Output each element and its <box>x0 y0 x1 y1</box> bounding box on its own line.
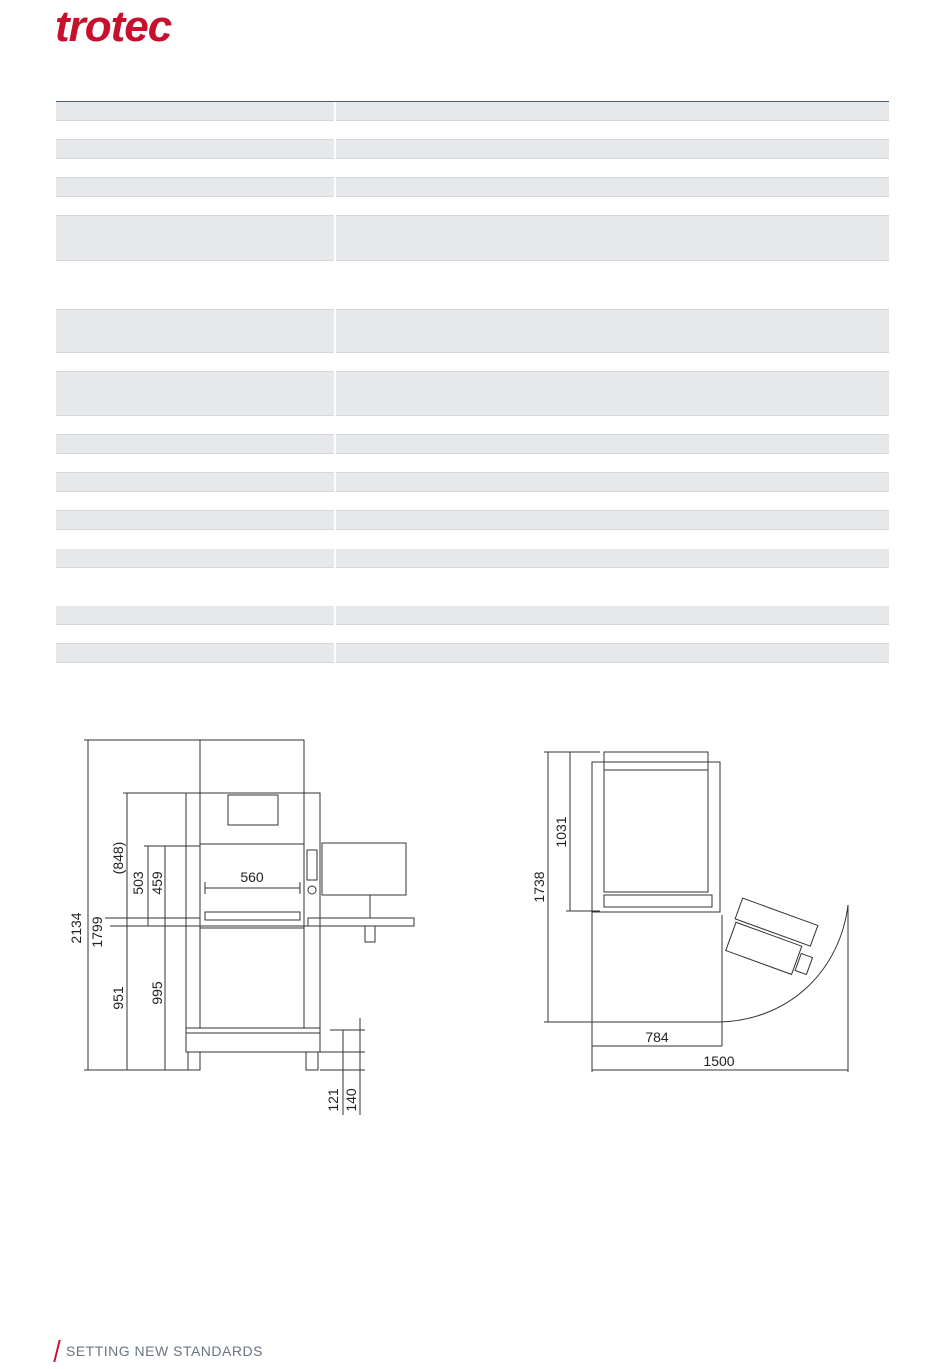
dim-2134: 2134 <box>68 912 84 944</box>
table-cell-value <box>335 644 889 663</box>
table-cell-label <box>56 454 335 473</box>
table-row <box>56 159 889 178</box>
trotec-logo: trotec <box>55 2 172 51</box>
dim-1799: 1799 <box>89 916 105 948</box>
table-spacer <box>56 568 889 607</box>
table-row <box>56 435 889 454</box>
dim-459: 459 <box>149 871 165 895</box>
table-cell-value <box>335 353 889 372</box>
dim-951: 951 <box>110 986 126 1010</box>
table-cell-label <box>56 606 335 625</box>
dim-140: 140 <box>343 1088 359 1112</box>
table-row <box>56 372 889 416</box>
table-cell-value <box>335 473 889 492</box>
table-row <box>56 261 889 310</box>
table-cell-label <box>56 549 335 568</box>
table-cell-label <box>56 416 335 435</box>
dim-503: 503 <box>130 871 146 895</box>
dim-1738: 1738 <box>531 871 547 903</box>
front-view-drawing <box>84 740 414 1115</box>
table-cell-value <box>335 216 889 261</box>
table-row <box>56 454 889 473</box>
table-cell-label <box>56 372 335 416</box>
table-cell-value <box>335 310 889 353</box>
table-row <box>56 473 889 492</box>
table-row <box>56 606 889 625</box>
table-cell-value <box>335 159 889 178</box>
table-row <box>56 492 889 511</box>
table-cell-value <box>335 372 889 416</box>
table-cell-label <box>56 178 335 197</box>
table-row <box>56 568 889 607</box>
dimension-drawings <box>0 700 950 1130</box>
footer-tagline: SETTING NEW STANDARDS <box>66 1343 263 1359</box>
table-row <box>56 216 889 261</box>
footer <box>56 1338 263 1364</box>
table-cell-value <box>335 549 889 568</box>
table-row <box>56 102 889 121</box>
dim-848: (848) <box>110 841 126 875</box>
table-cell-label <box>56 261 335 310</box>
table-cell-label <box>56 102 335 121</box>
table-cell-value <box>335 492 889 511</box>
table-cell-label <box>56 159 335 178</box>
dim-1500: 1500 <box>703 1053 735 1069</box>
table-cell-value <box>335 102 889 121</box>
top-view-drawing <box>544 752 848 1072</box>
dim-560: 560 <box>240 869 264 885</box>
table-row <box>56 416 889 435</box>
table-cell-value <box>335 178 889 197</box>
table-cell-value <box>335 435 889 454</box>
table-row <box>56 511 889 530</box>
table-cell-value <box>335 261 889 310</box>
dim-784: 784 <box>645 1029 669 1045</box>
table-row <box>56 178 889 197</box>
table-cell-value <box>335 625 889 644</box>
dim-995: 995 <box>149 981 165 1005</box>
table-row <box>56 353 889 372</box>
table-row <box>56 310 889 353</box>
table-row <box>56 140 889 159</box>
front-view-labels <box>68 842 359 1112</box>
table-cell-label <box>56 644 335 663</box>
table-cell-value <box>335 606 889 625</box>
table-row <box>56 549 889 568</box>
table-cell-label <box>56 197 335 216</box>
table-cell-label <box>56 435 335 454</box>
table-cell-value <box>335 511 889 530</box>
table-row <box>56 530 889 550</box>
dim-121: 121 <box>325 1088 341 1112</box>
table-cell-value <box>335 121 889 140</box>
table-row <box>56 121 889 140</box>
table-cell-label <box>56 140 335 159</box>
footer-accent <box>53 1340 60 1362</box>
table-row <box>56 625 889 644</box>
table-cell-value <box>335 197 889 216</box>
table-cell-label <box>56 216 335 261</box>
table-cell-label <box>56 121 335 140</box>
top-view-labels <box>531 816 735 1069</box>
table-spacer <box>56 530 889 550</box>
dim-1031: 1031 <box>553 816 569 848</box>
table-cell-label <box>56 492 335 511</box>
table-row <box>56 644 889 663</box>
table-cell-value <box>335 416 889 435</box>
table-cell-label <box>56 473 335 492</box>
table-cell-label <box>56 511 335 530</box>
table-cell-label <box>56 310 335 353</box>
table-cell-value <box>335 140 889 159</box>
table-cell-value <box>335 454 889 473</box>
table-cell-label <box>56 353 335 372</box>
spec-table <box>56 102 889 663</box>
table-cell-label <box>56 625 335 644</box>
table-row <box>56 197 889 216</box>
